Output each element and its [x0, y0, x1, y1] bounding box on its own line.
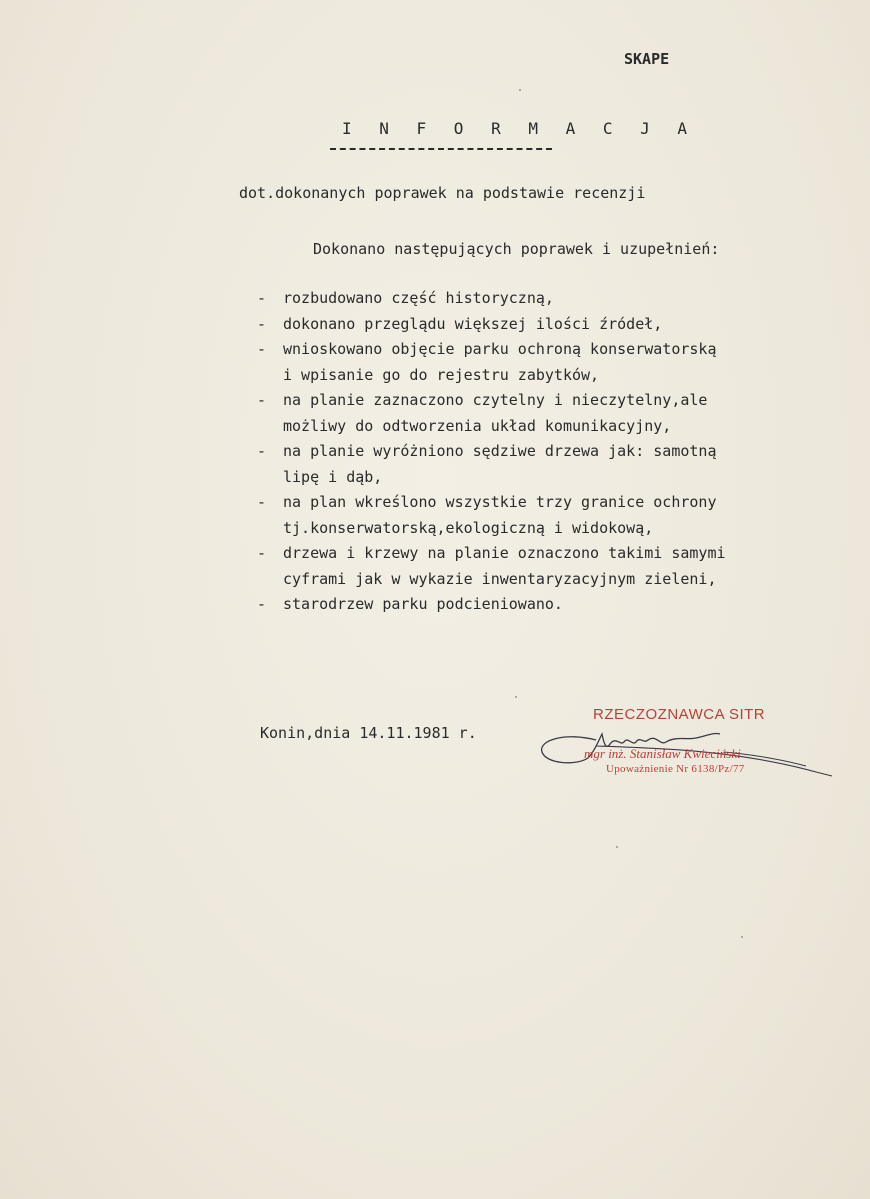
- list-item-text: drzewa i krzewy na planie oznaczono takimi samymi: [283, 544, 726, 562]
- list-item-text: na plan wkreślono wszystkie trzy granice ochrony: [283, 493, 717, 511]
- title-underline: [330, 148, 552, 150]
- stamp-authorization: Upoważnienie Nr 6138/Pz/77: [606, 763, 745, 775]
- list-item-text: na planie wyróżniono sędziwe drzewa jak: samotną: [283, 442, 717, 460]
- place-and-date: Konin,dnia 14.11.1981 r.: [260, 724, 477, 742]
- list-bullet: -: [257, 442, 267, 460]
- list-item-text: dokonano przeglądu większej ilości źródeł,: [283, 314, 663, 333]
- intro-paragraph: Dokonano następujących poprawek i uzupełnień:: [313, 240, 720, 258]
- list-item: [257, 541, 843, 592]
- list-item-text: cyframi jak w wykazie inwentaryzacyjnym zieleni,: [283, 569, 717, 588]
- list-item-text: na planie zaznaczono czytelny i nieczytelny,ale: [283, 391, 708, 409]
- paper-speck: [741, 936, 743, 938]
- document-code: SKAPE: [624, 50, 670, 68]
- list-bullet: -: [257, 595, 267, 613]
- list-item-text: możliwy do odtworzenia układ komunikacyjny,: [283, 416, 672, 435]
- stamp-title: RZECZOZNAWCA SITR: [593, 706, 766, 723]
- list-item: [257, 388, 843, 439]
- list-bullet: -: [257, 340, 267, 358]
- list-item: [257, 286, 843, 312]
- list-item-text: starodrzew parku podcieniowano.: [283, 595, 563, 613]
- list-bullet: -: [257, 493, 267, 511]
- list-item-text: wnioskowano objęcie parku ochroną konserwatorską: [283, 340, 717, 358]
- list-item-text: tj.konserwatorską,ekologiczną i widokową,: [283, 518, 654, 537]
- list-item-text: i wpisanie go do rejestru zabytków,: [283, 365, 600, 384]
- document-subject: dot.dokonanych poprawek na podstawie recenzji: [239, 184, 646, 202]
- list-bullet: -: [257, 314, 267, 333]
- list-item-text: lipę i dąb,: [283, 467, 383, 486]
- list-item: [257, 312, 843, 338]
- list-item-text: rozbudowano część historyczną,: [283, 289, 554, 307]
- list-item: [257, 337, 843, 388]
- list-bullet: -: [257, 544, 267, 562]
- list-item: [257, 592, 843, 618]
- list-item: [257, 490, 843, 541]
- list-bullet: -: [257, 391, 267, 409]
- list-item: [257, 439, 843, 490]
- corrections-list: [257, 286, 843, 618]
- paper-speck: [515, 696, 517, 698]
- document-title: I N F O R M A C J A: [342, 119, 697, 138]
- stamp-name: mgr inż. Stanisław Kwieciński: [584, 746, 741, 761]
- paper-speck: [616, 846, 618, 848]
- paper-speck: [519, 89, 521, 91]
- list-bullet: -: [257, 289, 267, 307]
